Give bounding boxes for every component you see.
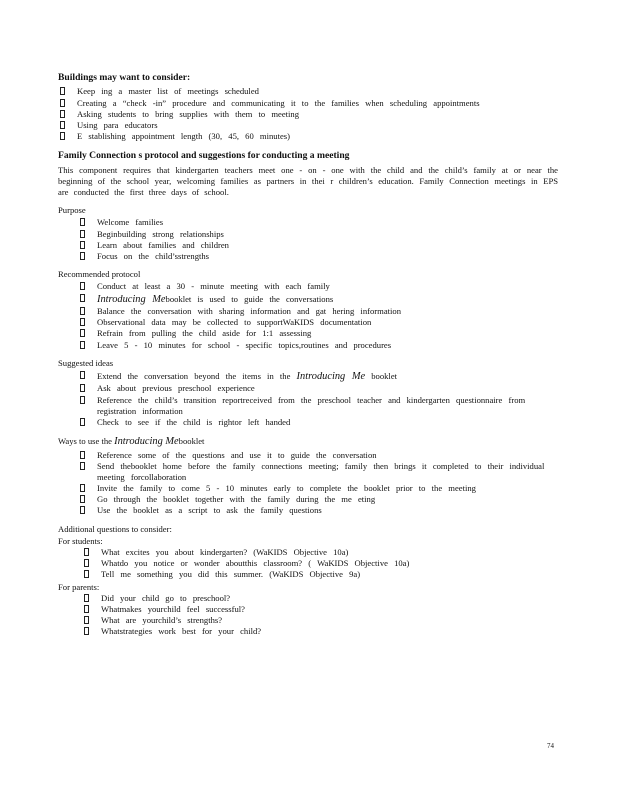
bullet-icon [80, 341, 85, 349]
purpose-label: Purpose [58, 205, 86, 216]
bullet-icon [80, 484, 85, 492]
list-item: Whatdo you notice or wonder aboutthis classroom? ( WaKIDS Objective 10a) [84, 558, 558, 569]
bullet-icon [80, 294, 85, 302]
bullet-icon [80, 252, 85, 260]
bullet-icon [84, 548, 89, 556]
ideas-label: Suggested ideas [58, 357, 114, 368]
list-item: Use the booklet as a script to ask the family questions [80, 505, 558, 516]
bullet-icon [80, 282, 85, 290]
ideas-list [58, 370, 558, 428]
list-item: Using para educators [60, 120, 558, 131]
bullet-icon [80, 241, 85, 249]
list-item: Conduct at least a 30 - minute meeting with each family [80, 281, 558, 292]
list-item: Invite the family to come 5 - 10 minutes early to complete the booklet prior to the meeting [80, 483, 558, 494]
list-item: Observational data may be collected to supportWaKIDS documentation [80, 317, 558, 328]
document-page [58, 72, 558, 637]
list-item: Leave 5 - 10 minutes for school - specific topics,routines and procedures [80, 340, 558, 351]
list-item: Creating a “check -in” procedure and communicating it to the families when scheduling appointments [60, 98, 558, 109]
bullet-icon [80, 506, 85, 514]
list-item: What excites you about kindergarten? (WaKIDS Objective 10a) [84, 547, 558, 558]
bullet-icon [60, 87, 65, 95]
bullet-icon [80, 396, 85, 404]
list-item: Extend the conversation beyond the items in the Introducing Me booklet [80, 370, 558, 384]
list-item: Asking students to bring supplies with them to meeting [60, 109, 558, 120]
list-item: Whatmakes yourchild feel successful? [84, 604, 558, 615]
protocol-list [58, 281, 558, 350]
bullet-icon [84, 616, 89, 624]
bullet-icon [60, 132, 65, 140]
students-label: For students: [58, 535, 103, 546]
family-connection-intro: This component requires that kindergarten teachers meet one - on - one with the child and the child’s family at or near the beginning of the school year, welcoming families as partners in thei r children’s education. Family Connection meetings in EPS are conducted the first three days of school. [58, 164, 558, 198]
list-item: Check to see if the child is rightor left handed [80, 417, 558, 428]
bullet-icon [84, 605, 89, 613]
bullet-icon [80, 418, 85, 426]
students-list [58, 547, 558, 581]
list-item: Reference the child’s transition reportreceived from the preschool teacher and kindergarten questionnaire from registration information [80, 395, 558, 417]
additional-label: Additional questions to consider: [58, 523, 172, 534]
list-item: Whatstrategies work best for your child? [84, 626, 558, 637]
parents-label: For parents: [58, 581, 100, 592]
bullet-icon [60, 99, 65, 107]
bullet-icon [80, 495, 85, 503]
protocol-label: Recommended protocol [58, 269, 141, 280]
list-item: Introducing Mebooklet is used to guide the conversations [80, 293, 558, 307]
list-item: Balance the conversation with sharing information and gat hering information [80, 306, 558, 317]
bullet-icon [80, 230, 85, 238]
considerations-list [58, 86, 558, 142]
bullet-icon [80, 462, 85, 470]
list-item: Go through the booklet together with the family during the me eting [80, 494, 558, 505]
parents-list [58, 593, 558, 638]
bullet-icon [84, 559, 89, 567]
bullet-icon [80, 307, 85, 315]
bullet-icon [80, 329, 85, 337]
purpose-list [58, 217, 558, 262]
bullet-icon [80, 218, 85, 226]
list-item: E stablishing appointment length (30, 45, 60 minutes) [60, 131, 558, 142]
bullet-icon [80, 318, 85, 326]
list-item: Focus on the child’sstrengths [80, 251, 558, 262]
page-number: 74 [547, 742, 554, 750]
bullet-icon [84, 570, 89, 578]
list-item: Ask about previous preschool experience [80, 383, 558, 394]
list-item: Keep ing a master list of meetings scheduled [60, 86, 558, 97]
list-item: What are yourchild’s strengths? [84, 615, 558, 626]
bullet-icon [80, 384, 85, 392]
bullet-icon [60, 121, 65, 129]
list-item: Tell me something you did this summer. (WaKIDS Objective 9a) [84, 569, 558, 580]
bullet-icon [84, 627, 89, 635]
list-item: Refrain from pulling the child aside for 1:1 assessing [80, 328, 558, 339]
list-item: Did your child go to preschool? [84, 593, 558, 604]
list-item: Welcome families [80, 217, 558, 228]
ways-label: Ways to use the Introducing Mebooklet [58, 436, 205, 448]
family-connection-heading: Family Connection s protocol and suggestions for conducting a meeting [58, 150, 350, 162]
list-item: Beginbuilding strong relationships [80, 229, 558, 240]
considerations-heading: Buildings may want to consider: [58, 72, 191, 83]
list-item: Reference some of the questions and use it to guide the conversation [80, 450, 558, 461]
list-item: Learn about families and children [80, 240, 558, 251]
bullet-icon [60, 110, 65, 118]
ways-list [58, 450, 558, 517]
bullet-icon [80, 371, 85, 379]
bullet-icon [80, 451, 85, 459]
list-item: Send thebooklet home before the family connections meeting; family then brings it completed to their individual meeting forcollaboration [80, 461, 558, 483]
bullet-icon [84, 594, 89, 602]
